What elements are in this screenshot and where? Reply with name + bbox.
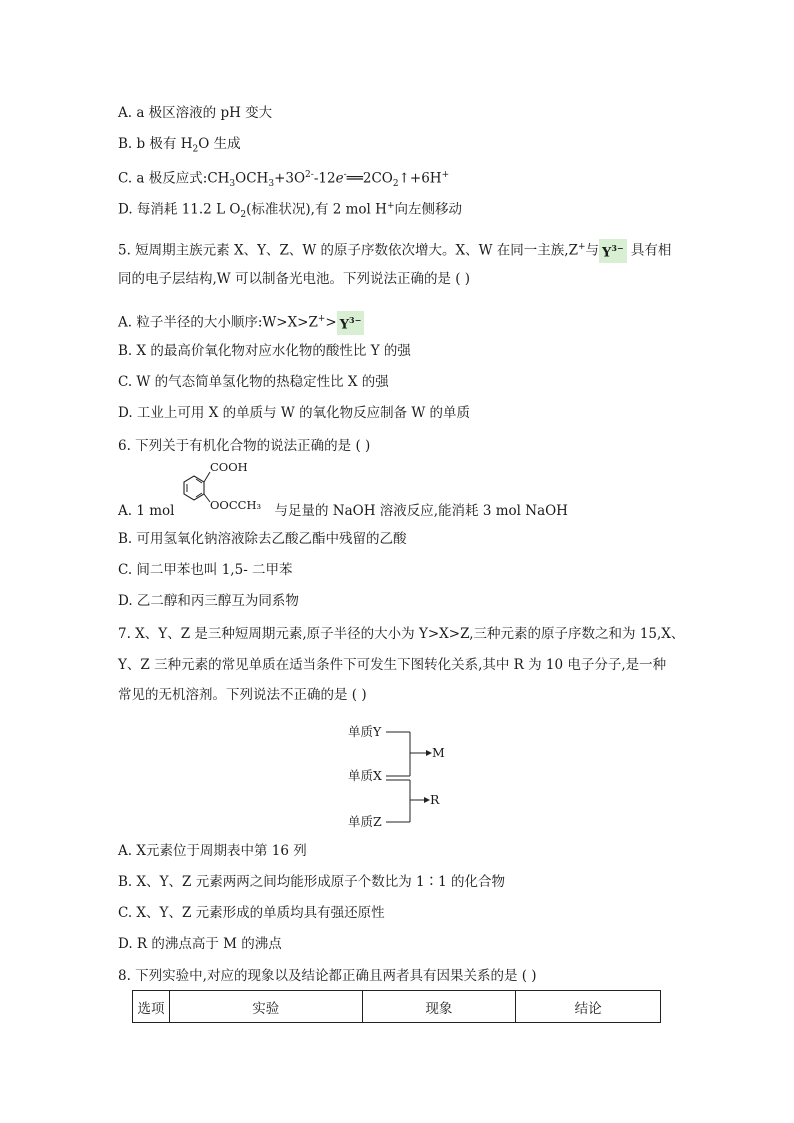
q7-stem-line3: 常见的无机溶剂。下列说法不正确的是 ( ): [118, 687, 367, 703]
ion-y3-highlight: $Y^{3-}$: [337, 311, 365, 334]
option-c-prev: C. a 极反应式$:CH_3OCH_3+3O^{2-}-12e^-══2CO_2↑+6H^+$: [118, 170, 450, 190]
header-experiment: 实验: [169, 991, 362, 1023]
diagram-arrows: [330, 720, 490, 830]
option-a-prev: A. a 极区溶液的 pH 变大: [118, 105, 273, 121]
substance-x-label: 单质X: [348, 768, 382, 783]
q7-stem-line2: Y、Z 三种元素的常见单质在适当条件下可发生下图转化关系,其中 R 为 10 电子分子,是一种: [118, 657, 667, 673]
header-conclusion: 结论: [516, 991, 661, 1023]
substance-y-label: 单质Y: [348, 724, 382, 739]
q6-option-a: A. 1 mol 与足量的 NaOH 溶液反应,能消耗 3 mol NaOH: [118, 503, 568, 519]
product-m-label: M: [432, 745, 445, 760]
cooh-label: COOH: [210, 460, 248, 474]
q7-option-a: A. X元素位于周期表中第 16 列: [118, 843, 307, 859]
q7-stem-line1: 7. X、Y、Z 是三种短周期元素,原子半径的大小为 Y>X>Z,三种元素的原子序数之和为 15,X、: [118, 626, 685, 642]
q7-option-b: B. X、Y、Z 元素两两之间均能形成原子个数比为 1∶1 的化合物: [118, 874, 505, 890]
ion-y3-highlight: $Y^{3-}$: [599, 239, 627, 262]
q5-stem-line1: 5. 短周期主族元素 X、Y、Z、W 的原子序数依次增大。X、W 在同一主族,Z+与 $Y^{3-}$ 具有相: [118, 238, 671, 263]
q6-option-d: D. 乙二醇和丙三醇互为同系物: [118, 593, 299, 609]
q8-table: [132, 990, 661, 1023]
ester-label: OOCCH₃: [210, 498, 262, 512]
transformation-diagram: [330, 720, 490, 830]
q5-option-b: B. X 的最高价氧化物对应水化物的酸性比 Y 的强: [118, 343, 411, 359]
q6-stem: 6. 下列关于有机化合物的说法正确的是 ( ): [118, 438, 371, 454]
header-option: 选项: [133, 991, 170, 1023]
header-phenomenon: 现象: [362, 991, 516, 1023]
q7-option-d: D. R 的沸点高于 M 的沸点: [118, 936, 282, 952]
q8-stem: 8. 下列实验中,对应的现象以及结论都正确且两者具有因果关系的是 ( ): [118, 968, 537, 984]
table-header-row: [133, 991, 661, 1023]
q5-stem-line2: 同的电子层结构,W 可以制备光电池。下列说法正确的是 ( ): [118, 271, 471, 287]
option-b-prev: B. b 极有 $H_2O$ 生成: [118, 136, 241, 155]
q7-option-c: C. X、Y、Z 元素形成的单质均具有强还原性: [118, 905, 385, 921]
q6-option-c: C. 间二甲苯也叫 1,5- 二甲苯: [118, 562, 293, 578]
q6-option-b: B. 可用氢氧化钠溶液除去乙酸乙酯中残留的乙酸: [118, 531, 407, 547]
option-d-prev: D. 每消耗 11.2 L $O_2$(标准状况),有 2 mol H+向左侧移动: [118, 201, 462, 221]
q5-option-a: A. 粒子半径的大小顺序:W>X>Z+> $Y^{3-}$: [118, 310, 364, 335]
q5-option-c: C. W 的气态简单氢化物的热稳定性比 X 的强: [118, 374, 389, 390]
q5-option-d: D. 工业上可用 X 的单质与 W 的氧化物反应制备 W 的单质: [118, 405, 471, 421]
product-r-label: R: [430, 792, 440, 807]
substance-z-label: 单质Z: [348, 814, 382, 829]
